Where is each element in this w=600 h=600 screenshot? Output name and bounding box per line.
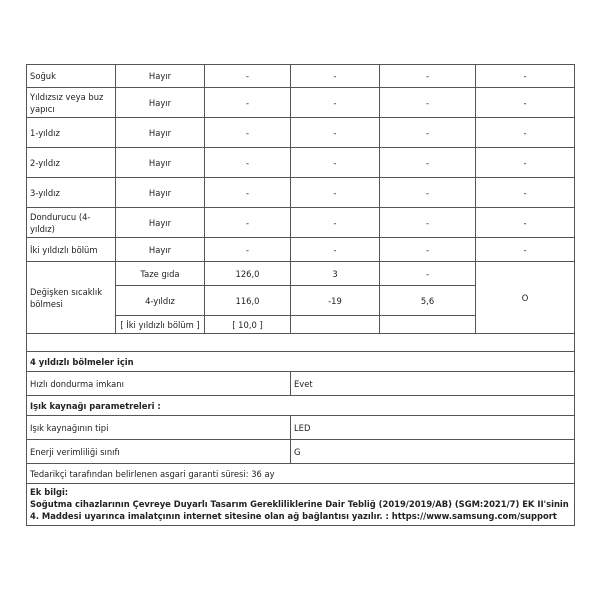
table-cell: - [380, 262, 476, 286]
table-cell: - [291, 148, 380, 178]
table-cell: -19 [291, 286, 380, 316]
table-cell: - [380, 118, 476, 148]
row-label: 1-yıldız [27, 118, 116, 148]
table-cell: - [291, 65, 380, 88]
table-cell: - [291, 88, 380, 118]
table-row [27, 396, 575, 416]
table-row [27, 238, 575, 262]
circle-mark: O [476, 262, 575, 334]
row-label: Yıldızsız veya buz yapıcı [27, 88, 116, 118]
row-value: Hayır [116, 208, 205, 238]
row-label: 2-yıldız [27, 148, 116, 178]
row-label: İki yıldızlı bölüm [27, 238, 116, 262]
row-value: Hayır [116, 238, 205, 262]
table-cell: - [476, 118, 575, 148]
warranty-text: Tedarikçi tarafından belirlenen asgari garanti süresi: 36 ay [27, 464, 575, 484]
energy-class-label: Enerji verimliliği sınıfı [27, 440, 291, 464]
fast-freeze-value: Evet [291, 372, 575, 396]
light-type-label: Işık kaynağının tipi [27, 416, 291, 440]
energy-info-document [26, 64, 574, 526]
spacer-row [27, 334, 575, 352]
four-star-heading: 4 yıldızlı bölmeler için [27, 352, 575, 372]
table-cell: - [476, 65, 575, 88]
row-label: Soğuk [27, 65, 116, 88]
table-cell: 116,0 [205, 286, 291, 316]
table-cell: [ 10,0 ] [205, 316, 291, 334]
variable-compartment-label: Değişken sıcaklık bölmesi [27, 262, 116, 334]
table-row [27, 372, 575, 396]
sub-compartment-name: [ İki yıldızlı bölüm ] [116, 316, 205, 334]
table-row [27, 178, 575, 208]
table-row [27, 208, 575, 238]
table-row [27, 148, 575, 178]
table-cell: - [476, 88, 575, 118]
row-value: Hayır [116, 148, 205, 178]
additional-info-heading: Ek bilgi: [30, 487, 69, 497]
light-source-heading: Işık kaynağı parametreleri : [27, 396, 575, 416]
sub-compartment-name: Taze gıda [116, 262, 205, 286]
table-cell: - [205, 65, 291, 88]
table-row [27, 464, 575, 484]
table-row [27, 262, 575, 286]
table-cell: - [380, 148, 476, 178]
table-cell: - [291, 238, 380, 262]
table-cell [380, 316, 476, 334]
fast-freeze-label: Hızlı dondurma imkanı [27, 372, 291, 396]
table-row [27, 352, 575, 372]
table-cell: - [476, 238, 575, 262]
table-cell: 5,6 [380, 286, 476, 316]
table-cell: - [476, 208, 575, 238]
row-value: Hayır [116, 178, 205, 208]
additional-info-cell [27, 484, 575, 526]
energy-class-value: G [291, 440, 575, 464]
table-cell: - [291, 178, 380, 208]
table-cell: - [380, 238, 476, 262]
row-value: Hayır [116, 65, 205, 88]
table-cell: - [205, 88, 291, 118]
table-row [27, 484, 575, 526]
table-cell: - [476, 148, 575, 178]
table-cell: - [205, 208, 291, 238]
table-cell: - [380, 178, 476, 208]
row-value: Hayır [116, 118, 205, 148]
table-cell: - [380, 65, 476, 88]
row-label: Dondurucu (4-yıldız) [27, 208, 116, 238]
table-row [27, 65, 575, 88]
table-cell: 3 [291, 262, 380, 286]
table-cell: - [205, 178, 291, 208]
table-row [27, 88, 575, 118]
light-type-value: LED [291, 416, 575, 440]
table-cell [291, 316, 380, 334]
table-cell: - [205, 118, 291, 148]
compartment-table [26, 64, 575, 526]
table-cell: - [291, 118, 380, 148]
table-cell: - [205, 238, 291, 262]
table-row [27, 118, 575, 148]
sub-compartment-name: 4-yıldız [116, 286, 205, 316]
table-cell: - [476, 178, 575, 208]
row-label: 3-yıldız [27, 178, 116, 208]
table-cell: 126,0 [205, 262, 291, 286]
table-cell: - [205, 148, 291, 178]
table-cell: - [291, 208, 380, 238]
additional-info-text: Soğutma cihazlarının Çevreye Duyarlı Tasarım Gerekliliklerine Dair Tebliğ (2019/2019/AB) (SGM:2021/7) EK II'sinin 4. Maddesi uyarınca imalatçının internet sitesine olan ağ bağlantısı yazılır. : https://www.samsung.com/support [30, 499, 569, 521]
table-cell: - [380, 208, 476, 238]
table-row [27, 416, 575, 440]
table-row [27, 440, 575, 464]
row-value: Hayır [116, 88, 205, 118]
table-cell: - [380, 88, 476, 118]
